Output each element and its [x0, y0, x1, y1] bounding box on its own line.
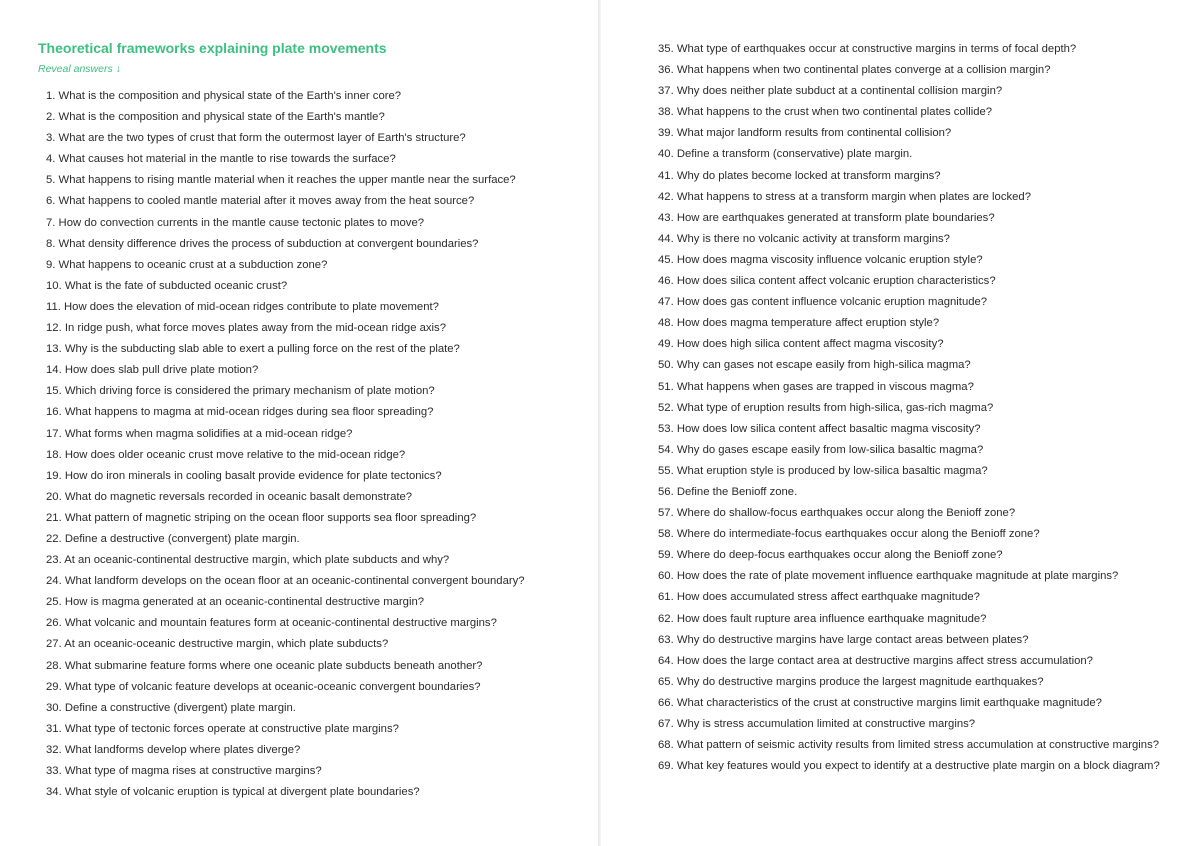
question-item: 39. What major landform results from continental collision?: [658, 127, 952, 140]
question-item: 61. How does accumulated stress affect earthquake magnitude?: [658, 591, 980, 604]
question-item: 23. At an oceanic-continental destructive margin, which plate subducts and why?: [46, 554, 450, 567]
question-item: 42. What happens to stress at a transform margin when plates are locked?: [658, 190, 1031, 203]
question-item: 66. What characteristics of the crust at constructive margins limit earthquake magnitude?: [658, 696, 1102, 709]
question-item: 35. What type of earthquakes occur at constructive margins in terms of focal depth?: [658, 43, 1077, 55]
question-item: 58. Where do intermediate-focus earthquakes occur along the Benioff zone?: [658, 528, 1040, 541]
question-list-right: [658, 39, 1160, 777]
question-item: 37. Why does neither plate subduct at a continental collision margin?: [658, 85, 1003, 98]
question-item: 16. What happens to magma at mid-ocean ridges during sea floor spreading?: [46, 406, 434, 419]
question-item: 52. What type of eruption results from high-silica, gas-rich magma?: [658, 401, 994, 414]
question-item: 41. Why do plates become locked at transform margins?: [658, 169, 941, 182]
question-item: 59. Where do deep-focus earthquakes occur along the Benioff zone?: [658, 549, 1003, 562]
question-item: 5. What happens to rising mantle material when it reaches the upper mantle near the surface?: [46, 174, 516, 187]
question-item: 27. At an oceanic-oceanic destructive margin, which plate subducts?: [46, 638, 389, 651]
question-item: 31. What type of tectonic forces operate at constructive plate margins?: [46, 722, 399, 735]
question-item: 18. How does older oceanic crust move relative to the mid-ocean ridge?: [46, 448, 406, 461]
question-item: 1. What is the composition and physical state of the Earth's inner core?: [46, 90, 402, 102]
question-item: 62. How does fault rupture area influence earthquake magnitude?: [658, 612, 987, 625]
question-item: 6. What happens to cooled mantle material after it moves away from the heat source?: [46, 195, 475, 208]
question-item: 55. What eruption style is produced by low-silica basaltic magma?: [658, 464, 988, 477]
question-item: 15. Which driving force is considered the primary mechanism of plate motion?: [46, 385, 435, 398]
question-item: 13. Why is the subducting slab able to exert a pulling force on the rest of the plate?: [46, 343, 460, 356]
question-item: 56. Define the Benioff zone.: [658, 485, 798, 498]
question-item: 21. What pattern of magnetic striping on the ocean floor supports sea floor spreading?: [46, 511, 477, 524]
question-item: 65. Why do destructive margins produce the largest magnitude earthquakes?: [658, 675, 1044, 688]
question-item: 57. Where do shallow-focus earthquakes occur along the Benioff zone?: [658, 507, 1016, 520]
question-item: 26. What volcanic and mountain features form at oceanic-continental destructive margins?: [46, 617, 497, 630]
question-item: 11. How does the elevation of mid-ocean ridges contribute to plate movement?: [46, 300, 439, 313]
question-item: 30. Define a constructive (divergent) plate margin.: [46, 701, 296, 714]
question-item: 50. Why can gases not escape easily from high-silica magma?: [658, 359, 971, 372]
question-item: 68. What pattern of seismic activity results from limited stress accumulation at constructive margins?: [658, 739, 1160, 752]
question-item: 3. What are the two types of crust that form the outermost layer of Earth's structure?: [46, 132, 466, 145]
question-item: 8. What density difference drives the process of subduction at convergent boundaries?: [46, 237, 479, 250]
question-item: 63. Why do destructive margins have large contact areas between plates?: [658, 633, 1029, 646]
question-item: 29. What type of volcanic feature develops at oceanic-oceanic convergent boundaries?: [46, 680, 481, 693]
question-item: 48. How does magma temperature affect eruption style?: [658, 317, 940, 330]
reveal-answers-link[interactable]: Reveal answers ↓: [38, 63, 121, 75]
question-item: 69. What key features would you expect to identify at a destructive plate margin on a block diagram?: [658, 760, 1160, 773]
question-list-left: [46, 86, 525, 803]
question-item: 12. In ridge push, what force moves plates away from the mid-ocean ridge axis?: [46, 322, 446, 335]
question-item: 9. What happens to oceanic crust at a subduction zone?: [46, 258, 328, 271]
question-item: 46. How does silica content affect volcanic eruption characteristics?: [658, 275, 996, 288]
question-item: 34. What style of volcanic eruption is typical at divergent plate boundaries?: [46, 786, 420, 799]
question-item: 36. What happens when two continental plates converge at a collision margin?: [658, 64, 1051, 77]
page-title: Theoretical frameworks explaining plate movements: [38, 40, 387, 56]
question-item: 4. What causes hot material in the mantle to rise towards the surface?: [46, 153, 396, 166]
question-item: 25. How is magma generated at an oceanic-continental destructive margin?: [46, 596, 425, 609]
question-item: 28. What submarine feature forms where one oceanic plate subducts beneath another?: [46, 659, 483, 672]
question-item: 51. What happens when gases are trapped in viscous magma?: [658, 380, 974, 393]
question-item: 40. Define a transform (conservative) plate margin.: [658, 148, 913, 161]
question-item: 32. What landforms develop where plates diverge?: [46, 743, 301, 756]
question-item: 44. Why is there no volcanic activity at transform margins?: [658, 232, 950, 245]
question-item: 17. What forms when magma solidifies at a mid-ocean ridge?: [46, 427, 353, 440]
question-item: 2. What is the composition and physical state of the Earth's mantle?: [46, 111, 385, 124]
question-item: 60. How does the rate of plate movement influence earthquake magnitude at plate margins?: [658, 570, 1119, 583]
question-item: 38. What happens to the crust when two continental plates collide?: [658, 106, 993, 119]
question-item: 45. How does magma viscosity influence volcanic eruption style?: [658, 253, 983, 266]
question-item: 7. How do convection currents in the mantle cause tectonic plates to move?: [46, 216, 425, 229]
question-item: 20. What do magnetic reversals recorded in oceanic basalt demonstrate?: [46, 490, 413, 503]
question-item: 33. What type of magma rises at constructive margins?: [46, 765, 322, 777]
question-item: 14. How does slab pull drive plate motion?: [46, 364, 259, 377]
question-item: 10. What is the fate of subducted oceanic crust?: [46, 279, 288, 292]
question-item: 54. Why do gases escape easily from low-silica basaltic magma?: [658, 443, 984, 456]
question-item: 64. How does the large contact area at destructive margins affect stress accumulation?: [658, 654, 1093, 667]
question-item: 22. Define a destructive (convergent) plate margin.: [46, 532, 300, 545]
question-item: 53. How does low silica content affect basaltic magma viscosity?: [658, 422, 981, 435]
question-item: 67. Why is stress accumulation limited at constructive margins?: [658, 718, 976, 730]
question-item: 47. How does gas content influence volcanic eruption magnitude?: [658, 296, 988, 309]
question-item: 24. What landform develops on the ocean floor at an oceanic-continental convergent boundary?: [46, 575, 525, 588]
question-item: 49. How does high silica content affect magma viscosity?: [658, 338, 944, 351]
question-item: 19. How do iron minerals in cooling basalt provide evidence for plate tectonics?: [46, 469, 442, 482]
question-item: 43. How are earthquakes generated at transform plate boundaries?: [658, 211, 995, 224]
